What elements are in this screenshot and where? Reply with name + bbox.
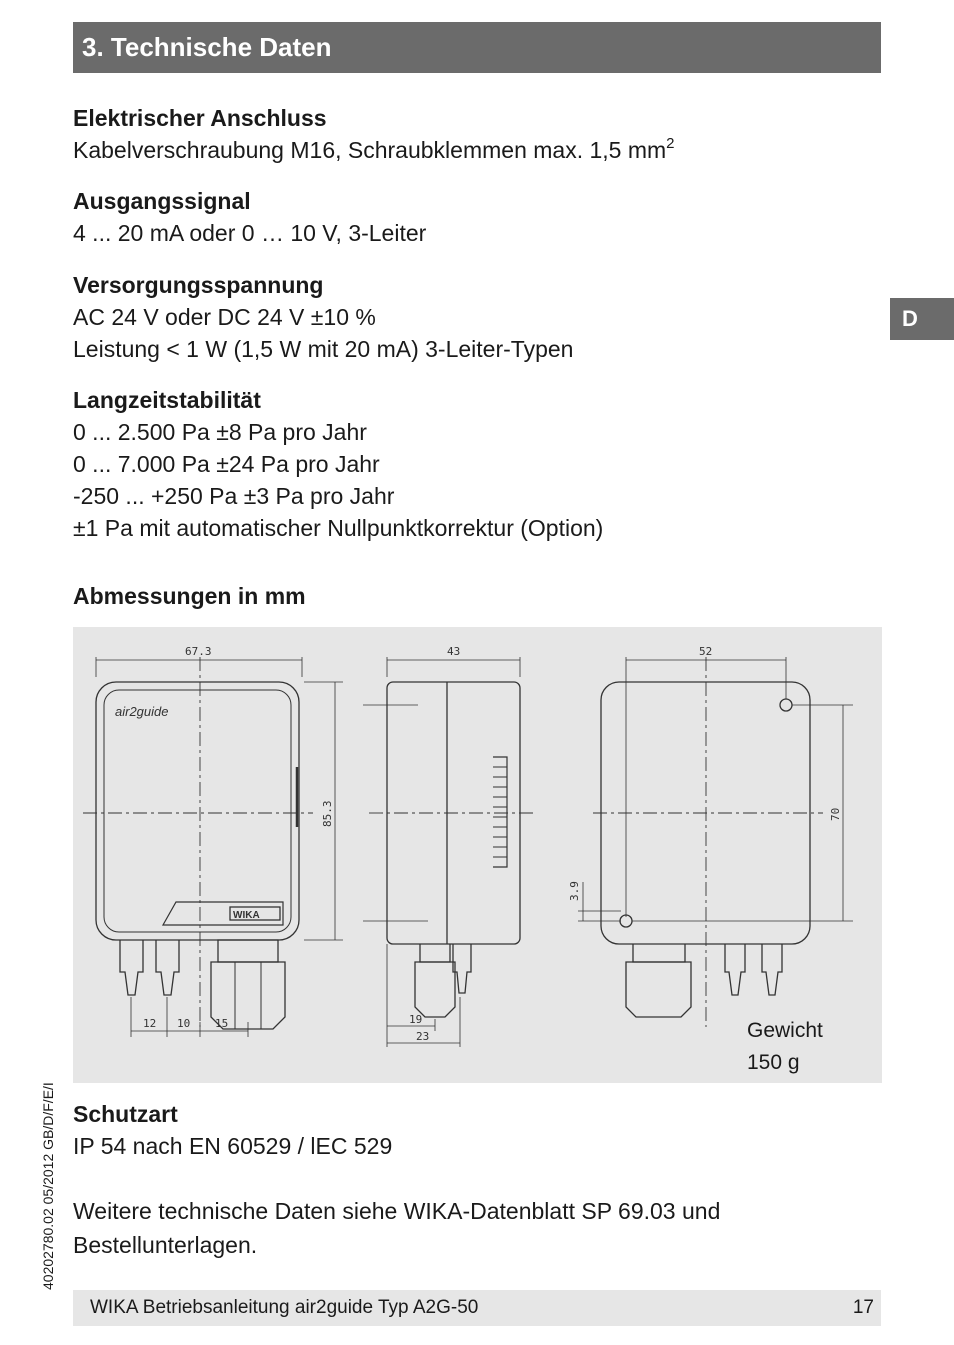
further-info-line: Bestellunterlagen. bbox=[73, 1232, 258, 1258]
spec-value: -250 ... +250 Pa ±3 Pa pro Jahr bbox=[73, 483, 395, 509]
spec-heading: Schutzart bbox=[73, 1101, 178, 1127]
weight-value: 150 g bbox=[747, 1051, 800, 1074]
spec-heading: Ausgangssignal bbox=[73, 188, 251, 214]
dim-side-depth: 43 bbox=[447, 645, 461, 658]
side-gland-thread bbox=[420, 944, 450, 962]
spec-heading: Versorgungsspannung bbox=[73, 272, 324, 298]
back-gland-thread bbox=[633, 944, 685, 962]
spec-long-term-stability bbox=[73, 384, 603, 544]
side-gland-nut bbox=[415, 962, 455, 1017]
back-port-left bbox=[725, 944, 745, 995]
dim-port-10: 10 bbox=[177, 1017, 191, 1030]
spec-value-text: Kabelverschraubung M16, Schraubklemmen max. 1,5 mm bbox=[73, 137, 667, 163]
spec-value: 0 ... 2.500 Pa ±8 Pa pro Jahr bbox=[73, 419, 367, 445]
spec-heading: Elektrischer Anschluss bbox=[73, 105, 327, 131]
back-gland-nut bbox=[626, 962, 691, 1017]
superscript: 2 bbox=[666, 135, 675, 153]
front-housing bbox=[96, 682, 299, 940]
mounting-hole-top bbox=[780, 699, 792, 711]
wika-logo: WIKA bbox=[233, 910, 260, 921]
spec-value: 4 ... 20 mA oder 0 … 10 V, 3-Leiter bbox=[73, 220, 427, 246]
spec-value: AC 24 V oder DC 24 V ±10 % bbox=[73, 304, 376, 330]
section-title: 3. Technische Daten bbox=[73, 22, 881, 73]
spec-value: Leistung < 1 W (1,5 W mit 20 mA) 3-Leiter-Typen bbox=[73, 336, 574, 362]
weight-label: Gewicht bbox=[747, 1019, 823, 1042]
dim-side-23: 23 bbox=[416, 1030, 430, 1043]
weight-info bbox=[747, 1015, 823, 1079]
dimension-drawing bbox=[73, 627, 882, 1083]
page-number: 17 bbox=[852, 1297, 874, 1318]
language-tab[interactable]: D bbox=[890, 298, 954, 340]
document-code: 40202780.02 05/2012 GB/D/F/E/I bbox=[40, 1082, 56, 1290]
further-info bbox=[73, 1194, 720, 1262]
dim-port-12: 12 bbox=[143, 1017, 157, 1030]
front-panel bbox=[104, 690, 291, 932]
spec-electrical-connection bbox=[73, 102, 675, 166]
back-port-right bbox=[762, 944, 782, 995]
dim-front-width: 67.3 bbox=[185, 645, 212, 658]
label-plate bbox=[163, 902, 283, 925]
dim-back-offset: 3.9 bbox=[568, 881, 581, 901]
dim-front-height: 85.3 bbox=[321, 800, 334, 827]
side-gland-profile bbox=[493, 757, 507, 867]
spec-supply-voltage bbox=[73, 269, 573, 365]
footer-title: WIKA Betriebsanleitung air2guide Typ A2G-50 bbox=[90, 1297, 479, 1318]
cable-gland-thread bbox=[218, 940, 278, 962]
spec-value: 0 ... 7.000 Pa ±24 Pa pro Jahr bbox=[73, 451, 380, 477]
side-port bbox=[453, 944, 471, 993]
dim-side-19: 19 bbox=[409, 1013, 423, 1026]
air2guide-logo: air2guide bbox=[115, 704, 169, 719]
spec-protection-class bbox=[73, 1098, 392, 1162]
dim-back-height: 70 bbox=[829, 807, 842, 821]
dim-back-width: 52 bbox=[699, 645, 713, 658]
spec-value: IP 54 nach EN 60529 / lEC 529 bbox=[73, 1133, 393, 1159]
dim-port-15: 15 bbox=[215, 1017, 229, 1030]
spec-value: ±1 Pa mit automatischer Nullpunktkorrektur (Option) bbox=[73, 515, 604, 541]
pressure-port-left bbox=[120, 940, 143, 995]
spec-output-signal bbox=[73, 185, 426, 249]
spec-value bbox=[73, 134, 675, 166]
spec-heading: Langzeitstabilität bbox=[73, 387, 261, 413]
pressure-port-right bbox=[156, 940, 179, 995]
dimensions-heading: Abmessungen in mm bbox=[73, 583, 306, 609]
further-info-line: Weitere technische Daten siehe WIKA-Datenblatt SP 69.03 und bbox=[73, 1198, 721, 1224]
page-footer bbox=[73, 1290, 881, 1326]
